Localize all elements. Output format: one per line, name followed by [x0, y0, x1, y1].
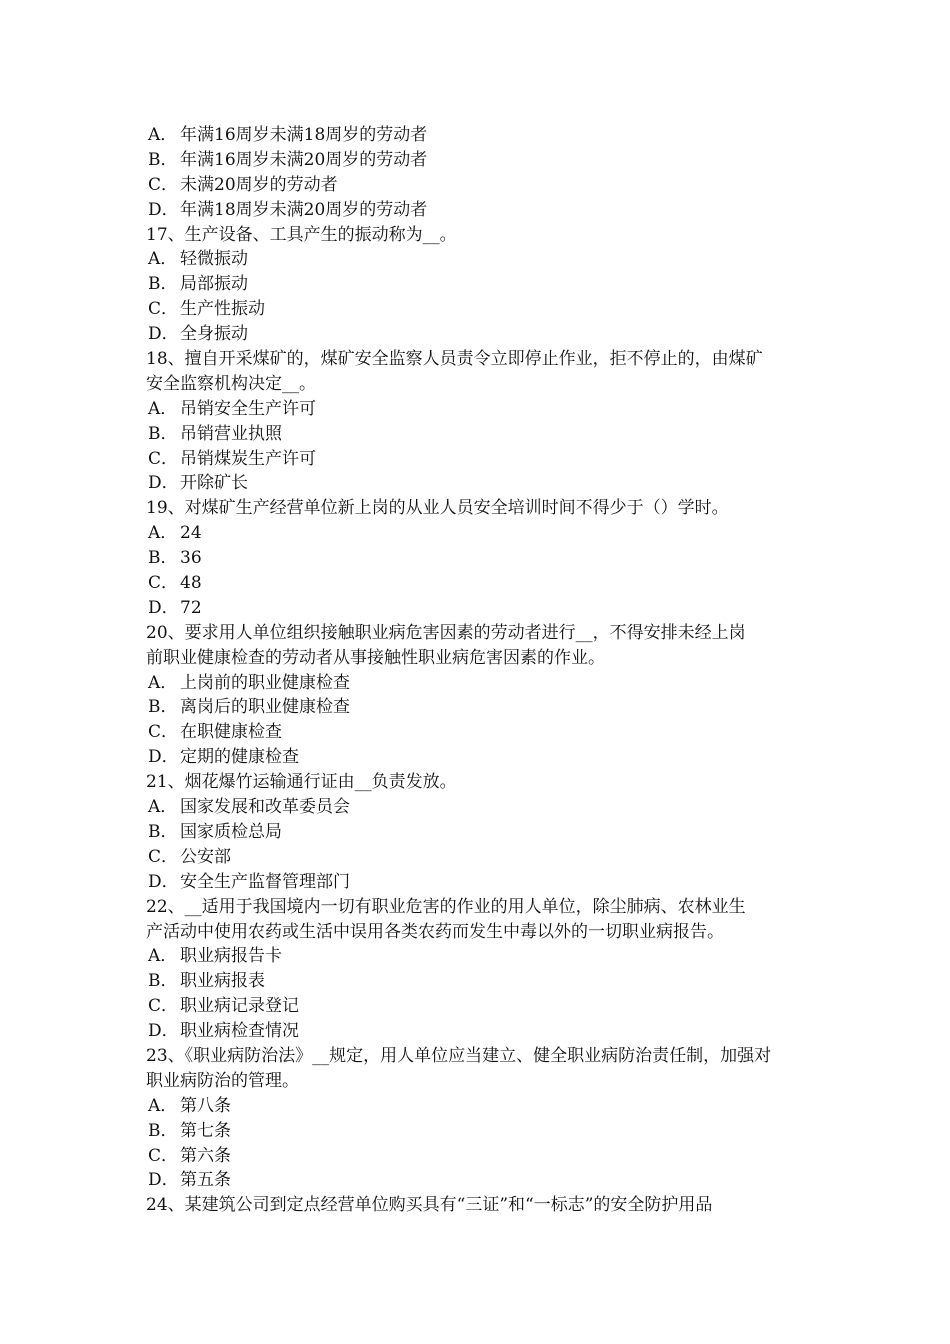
option-text: 生产性振动: [180, 299, 265, 320]
question-block: [146, 895, 816, 1044]
option-letter: A．: [148, 125, 178, 145]
option-letter: C．: [148, 846, 179, 867]
question-block: [146, 347, 816, 496]
option-letter: D．: [148, 199, 179, 220]
option-text: 轻微振动: [180, 249, 248, 270]
option-letter: D．: [148, 324, 179, 345]
option-letter: C．: [148, 996, 179, 1017]
option-text: 48: [180, 573, 202, 594]
question-text-line: 安全监察机构决定__。: [146, 373, 316, 394]
question-block: [146, 621, 816, 770]
option-letter: B．: [148, 423, 178, 444]
answer-option: [146, 173, 816, 198]
answer-option: [146, 969, 816, 994]
option-text: 离岗后的职业健康检查: [180, 697, 350, 718]
question-text-line: 职业病防治的管理。: [146, 1070, 299, 1091]
option-letter: D．: [148, 1170, 179, 1191]
answer-option: [146, 1168, 816, 1193]
question-text-line: 21、烟花爆竹运输通行证由__负责发放。: [146, 772, 457, 793]
question-block: [146, 770, 816, 894]
option-text: 职业病记录登记: [180, 996, 299, 1017]
option-letter: C．: [148, 573, 179, 594]
option-letter: B．: [148, 821, 178, 842]
answer-option: [146, 994, 816, 1019]
option-letter: B．: [148, 697, 178, 718]
option-letter: B．: [148, 971, 178, 992]
answer-option: [146, 1019, 816, 1044]
option-letter: C．: [148, 299, 179, 320]
answer-option: [146, 521, 816, 546]
option-text: 36: [180, 548, 202, 569]
option-text: 公安部: [180, 846, 231, 867]
answer-option: [146, 1119, 816, 1144]
option-text: 24: [180, 523, 202, 544]
option-text: 上岗前的职业健康检查: [180, 672, 350, 693]
answer-option: [146, 123, 816, 148]
option-text: 吊销安全生产许可: [180, 398, 316, 419]
answer-option: [146, 297, 816, 322]
option-letter: C．: [148, 174, 179, 195]
question-block: [146, 223, 816, 347]
answer-option: [146, 596, 816, 621]
answer-option: [146, 870, 816, 895]
option-text: 国家质检总局: [180, 821, 282, 842]
options-block: [146, 123, 816, 223]
option-letter: C．: [148, 448, 179, 469]
option-letter: D．: [148, 1021, 179, 1042]
answer-option: [146, 820, 816, 845]
option-letter: A．: [148, 1095, 178, 1116]
option-letter: C．: [148, 722, 179, 743]
question-text-line: 20、要求用人单位组织接触职业病危害因素的劳动者进行__，不得安排未经上岗: [146, 622, 746, 643]
answer-option: [146, 671, 816, 696]
question-block: [146, 496, 816, 620]
answer-option: [146, 546, 816, 571]
option-letter: B．: [148, 1120, 178, 1141]
answer-option: [146, 247, 816, 272]
answer-option: [146, 845, 816, 870]
question-text-line: 22、__适用于我国境内一切有职业危害的作业的用人单位，除尘肺病、农林业生: [146, 896, 746, 917]
option-letter: C．: [148, 1145, 179, 1166]
answer-option: [146, 571, 816, 596]
answer-option: [146, 695, 816, 720]
option-text: 72: [180, 597, 202, 618]
option-text: 年满16周岁未满20周岁的劳动者: [180, 149, 428, 170]
answer-option: [146, 447, 816, 472]
answer-option: [146, 471, 816, 496]
option-text: 全身振动: [180, 324, 248, 345]
option-text: 定期的健康检查: [180, 747, 299, 768]
answer-option: [146, 198, 816, 223]
option-text: 年满16周岁未满18周岁的劳动者: [180, 125, 428, 145]
option-text: 国家发展和改革委员会: [180, 797, 350, 818]
option-letter: B．: [148, 548, 178, 569]
option-letter: D．: [148, 871, 179, 892]
question-text-line: 产活动中使用农药或生活中误用各类农药而发生中毒以外的一切职业病报告。: [146, 921, 724, 942]
option-letter: B．: [148, 149, 178, 170]
question-text-line: 17、生产设备、工具产生的振动称为__。: [146, 224, 457, 245]
option-letter: D．: [148, 473, 179, 494]
option-text: 吊销营业执照: [180, 423, 282, 444]
answer-option: [146, 1144, 816, 1169]
option-text: 职业病报表: [180, 971, 265, 992]
answer-option: [146, 720, 816, 745]
document-page: [146, 123, 816, 1218]
answer-option: [146, 397, 816, 422]
question-text-line: 18、擅自开采煤矿的，煤矿安全监察人员责令立即停止作业，拒不停止的，由煤矿: [146, 349, 763, 370]
option-text: 第八条: [180, 1095, 231, 1116]
question-block: [146, 1193, 816, 1218]
answer-option: [146, 745, 816, 770]
option-text: 第六条: [180, 1145, 231, 1166]
question-text-line: 19、对煤矿生产经营单位新上岗的从业人员安全培训时间不得少于（）学时。: [146, 498, 729, 519]
option-letter: A．: [148, 398, 178, 419]
answer-option: [146, 322, 816, 347]
option-text: 吊销煤炭生产许可: [180, 448, 316, 469]
question-text-line: 23、《职业病防治法》__规定，用人单位应当建立、健全职业病防治责任制，加强对: [146, 1045, 772, 1066]
option-letter: D．: [148, 747, 179, 768]
option-letter: A．: [148, 797, 178, 818]
option-text: 开除矿长: [180, 473, 248, 494]
answer-option: [146, 795, 816, 820]
answer-option: [146, 148, 816, 173]
answer-option: [146, 272, 816, 297]
option-letter: D．: [148, 597, 179, 618]
option-text: 职业病检查情况: [180, 1021, 299, 1042]
option-text: 年满18周岁未满20周岁的劳动者: [180, 199, 428, 220]
option-text: 第七条: [180, 1120, 231, 1141]
option-text: 安全生产监督管理部门: [180, 871, 350, 892]
question-block: [146, 1044, 816, 1193]
option-text: 第五条: [180, 1170, 231, 1191]
option-text: 局部振动: [180, 274, 248, 295]
answer-option: [146, 1094, 816, 1119]
option-letter: B．: [148, 274, 178, 295]
option-text: 未满20周岁的劳动者: [180, 174, 338, 195]
option-text: 职业病报告卡: [180, 946, 282, 967]
option-text: 在职健康检查: [180, 722, 282, 743]
question-text-line: 前职业健康检查的劳动者从事接触性职业病危害因素的作业。: [146, 647, 605, 668]
option-letter: A．: [148, 249, 178, 270]
option-letter: A．: [148, 523, 178, 544]
option-letter: A．: [148, 946, 178, 967]
answer-option: [146, 422, 816, 447]
option-letter: A．: [148, 672, 178, 693]
question-text-line: 24、某建筑公司到定点经营单位购买具有“三证”和“一标志”的安全防护用品: [146, 1195, 713, 1216]
answer-option: [146, 944, 816, 969]
